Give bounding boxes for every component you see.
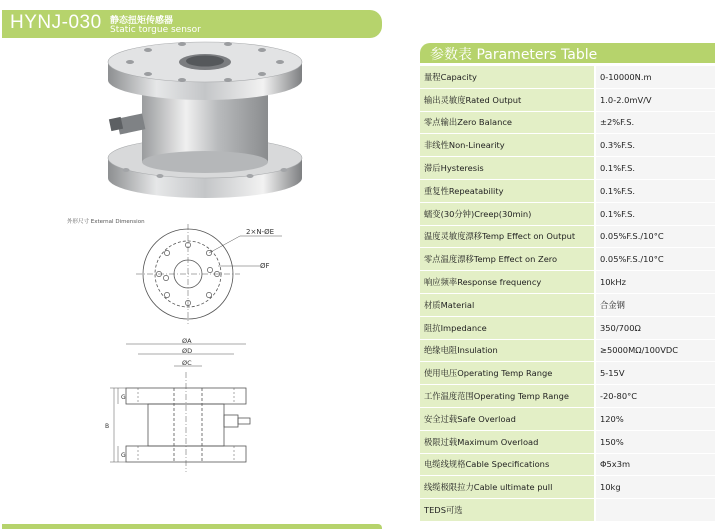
parameter-label: TEDS可选 xyxy=(420,499,595,522)
parameter-value: 合金钢 xyxy=(595,293,715,316)
dimension-label: 外形尺寸 External Dimension xyxy=(67,219,145,225)
footer-bar xyxy=(2,524,382,529)
parameter-label: 蠕变(30分钟)Creep(30min) xyxy=(420,202,595,225)
d-label: ØD xyxy=(182,347,193,355)
title-cn: 静态扭矩传感器 xyxy=(110,16,174,26)
parameter-row xyxy=(420,316,715,339)
parameter-label: 滞后Hysteresis xyxy=(420,157,595,180)
parameter-label: 零点输出Zero Balance xyxy=(420,111,595,134)
parameter-row xyxy=(420,225,715,248)
parameter-row xyxy=(420,66,715,88)
parameters-title-bar xyxy=(420,43,715,63)
holes-label: 2×N-ØE xyxy=(246,228,275,236)
parameter-value: 10kHz xyxy=(595,271,715,294)
parameter-row xyxy=(420,430,715,453)
parameter-row xyxy=(420,385,715,408)
parameter-value: 0.05%F.S./10°C xyxy=(595,248,715,271)
parameter-row xyxy=(420,134,715,157)
parameter-row xyxy=(420,248,715,271)
parameters-table xyxy=(420,66,715,522)
parameter-row xyxy=(420,202,715,225)
parameter-value: 0.1%F.S. xyxy=(595,157,715,180)
parameter-row xyxy=(420,157,715,180)
parameter-value: 0.3%F.S. xyxy=(595,134,715,157)
parameter-value: Φ5x3m xyxy=(595,453,715,476)
parameter-row xyxy=(420,293,715,316)
parameter-label: 阻抗Impedance xyxy=(420,316,595,339)
parameter-value: -20-80°C xyxy=(595,385,715,408)
parameter-value: 5-15V xyxy=(595,362,715,385)
parameter-label: 材质Material xyxy=(420,293,595,316)
parameter-value: 0.1%F.S. xyxy=(595,179,715,202)
parameter-value: 0.1%F.S. xyxy=(595,202,715,225)
parameter-row xyxy=(420,88,715,111)
parameter-value: 350/700Ω xyxy=(595,316,715,339)
parameter-label: 温度灵敏度漂移Temp Effect on Output xyxy=(420,225,595,248)
parameters-title: 参数表 Parameters Table xyxy=(430,47,598,63)
parameter-value: 0.05%F.S./10°C xyxy=(595,225,715,248)
parameter-row xyxy=(420,271,715,294)
parameter-row xyxy=(420,476,715,499)
product-photo xyxy=(100,40,310,205)
parameter-row xyxy=(420,111,715,134)
technical-drawing xyxy=(100,222,300,477)
parameter-row xyxy=(420,407,715,430)
parameter-label: 量程Capacity xyxy=(420,66,595,88)
parameter-label: 响应频率Response frequency xyxy=(420,271,595,294)
g-bottom-label: G xyxy=(121,452,126,459)
parameter-value: 120% xyxy=(595,407,715,430)
a-label: ØA xyxy=(182,337,192,345)
f-label: ØF xyxy=(260,262,270,270)
parameter-label: 绝缘电阻Insulation xyxy=(420,339,595,362)
parameter-label: 电缆线规格Cable Specifications xyxy=(420,453,595,476)
parameter-value: ±2%F.S. xyxy=(595,111,715,134)
product-header xyxy=(2,10,382,38)
parameter-row xyxy=(420,179,715,202)
g-top-label: G xyxy=(121,394,126,401)
parameter-value xyxy=(595,499,715,522)
parameter-row xyxy=(420,362,715,385)
parameter-value: 10kg xyxy=(595,476,715,499)
title-en: Static torgue sensor xyxy=(110,25,201,35)
parameter-row xyxy=(420,339,715,362)
parameter-label: 使用电压Operating Temp Range xyxy=(420,362,595,385)
parameter-label: 重复性Repeatability xyxy=(420,179,595,202)
parameter-label: 安全过载Safe Overload xyxy=(420,407,595,430)
b-label: B xyxy=(105,423,110,430)
parameter-row xyxy=(420,453,715,476)
parameter-value: 0-10000N.m xyxy=(595,66,715,88)
parameter-label: 极限过载Maximum Overload xyxy=(420,430,595,453)
parameter-row xyxy=(420,499,715,522)
model-code: HYNJ-030 xyxy=(10,12,102,33)
parameter-value: ≥5000MΩ/100VDC xyxy=(595,339,715,362)
parameter-label: 输出灵敏度Rated Output xyxy=(420,88,595,111)
parameter-label: 零点温度漂移Temp Effect on Zero xyxy=(420,248,595,271)
parameter-label: 线缆极限拉力Cable ultimate pull xyxy=(420,476,595,499)
parameter-value: 150% xyxy=(595,430,715,453)
parameter-value: 1.0-2.0mV/V xyxy=(595,88,715,111)
c-label: ØC xyxy=(182,359,192,367)
parameter-label: 非线性Non-Linearity xyxy=(420,134,595,157)
parameter-label: 工作温度范围Operating Temp Range xyxy=(420,385,595,408)
